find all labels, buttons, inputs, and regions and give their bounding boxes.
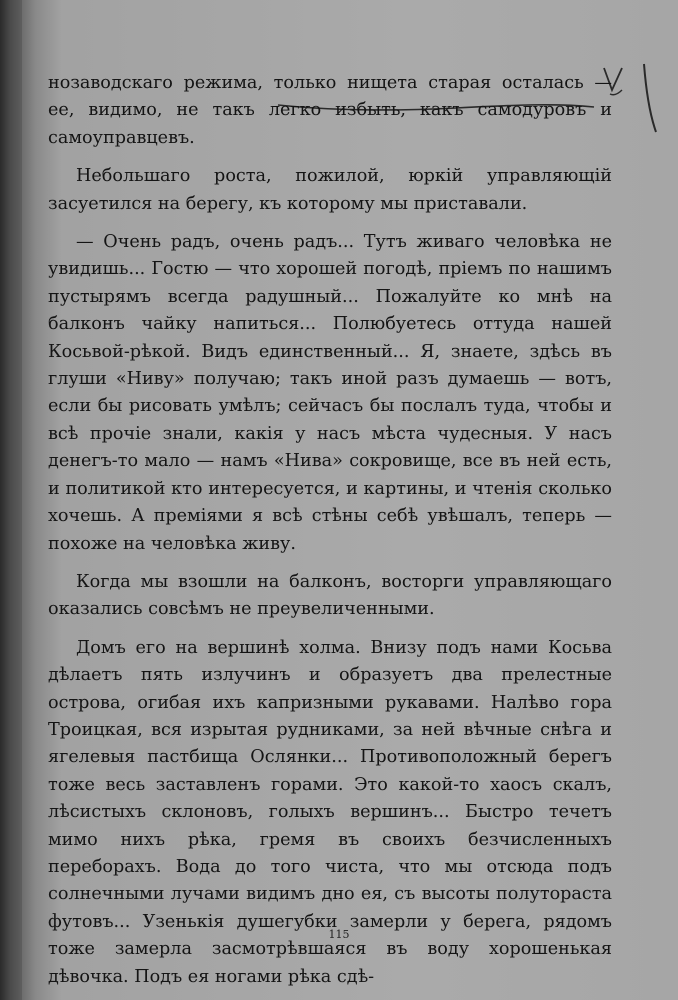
paragraph-2: Небольшаго роста, пожилой, юркій управляющій засуетился на берегу, къ которому мы приставали.: [48, 166, 612, 214]
book-gutter: [0, 0, 22, 1000]
paragraph-5: Домъ его на вершинѣ холма. Внизу подъ нами Косьва дѣлаетъ пять излучинъ и образуетъ два прелестные острова, огибая ихъ капризными рукавами. Налѣво гора Троицкая, вся изрытая рудниками, за ней вѣчные снѣга и ягелевыя пастбища Ослянки... Противоположный берегъ тоже весь заставленъ горами. Это какой-то хаосъ скалъ, лѣсистыхъ склоновъ, голыхъ вершинъ... Быстро течетъ мимо нихъ рѣка, гремя въ своихъ безчисленныхъ переборахъ. Вода до того чиста, что мы отсюда подъ солнечными лучами видимъ дно ея, съ высоты полутораста футовъ... Узенькія душегубки замерли у берега, рядомъ тоже замерла засмотрѣвшаяся въ воду хорошенькая дѣвочка. Подъ ея ногами рѣка сдѣ-: [48, 637, 612, 987]
body-text: [48, 70, 612, 991]
paragraph-3: — Очень радъ, очень радъ... Тутъ живаго человѣка не увидишь... Гостю — что хорошей погодѣ, пріемъ по нашимъ пустырямъ всегда радушный... Пожалуйте ко мнѣ на балконъ чайку напиться... Полюбуетесь оттуда нашей Косьвой-рѣкой. Видъ единственный... Я, знаете, здѣсь въ глуши «Ниву» получаю; такъ иной разъ думаешь — вотъ, если бы рисовать умѣлъ; сейчасъ бы послалъ туда, чтобы и всѣ прочіе знали, какія у насъ мѣста чудесныя. У насъ денегъ-то мало — намъ «Нива» сокровище, все въ ней есть, и политикой кто интересуется, и картины, и чтенія сколько хочешь. А преміями я всѣ стѣны себѣ увѣшалъ, теперь — похоже на человѣка живу.: [48, 232, 612, 554]
paragraph-1: нозаводскаго режима, только нищета старая осталась — ее, видимо, не такъ легко избыть, какъ самодуровъ и самоуправцевъ.: [48, 73, 612, 148]
page-number: 115: [328, 928, 350, 941]
paragraph-4: Когда мы взошли на балконъ, восторги управляющаго оказались совсѣмъ не преувеличенными.: [48, 571, 612, 620]
